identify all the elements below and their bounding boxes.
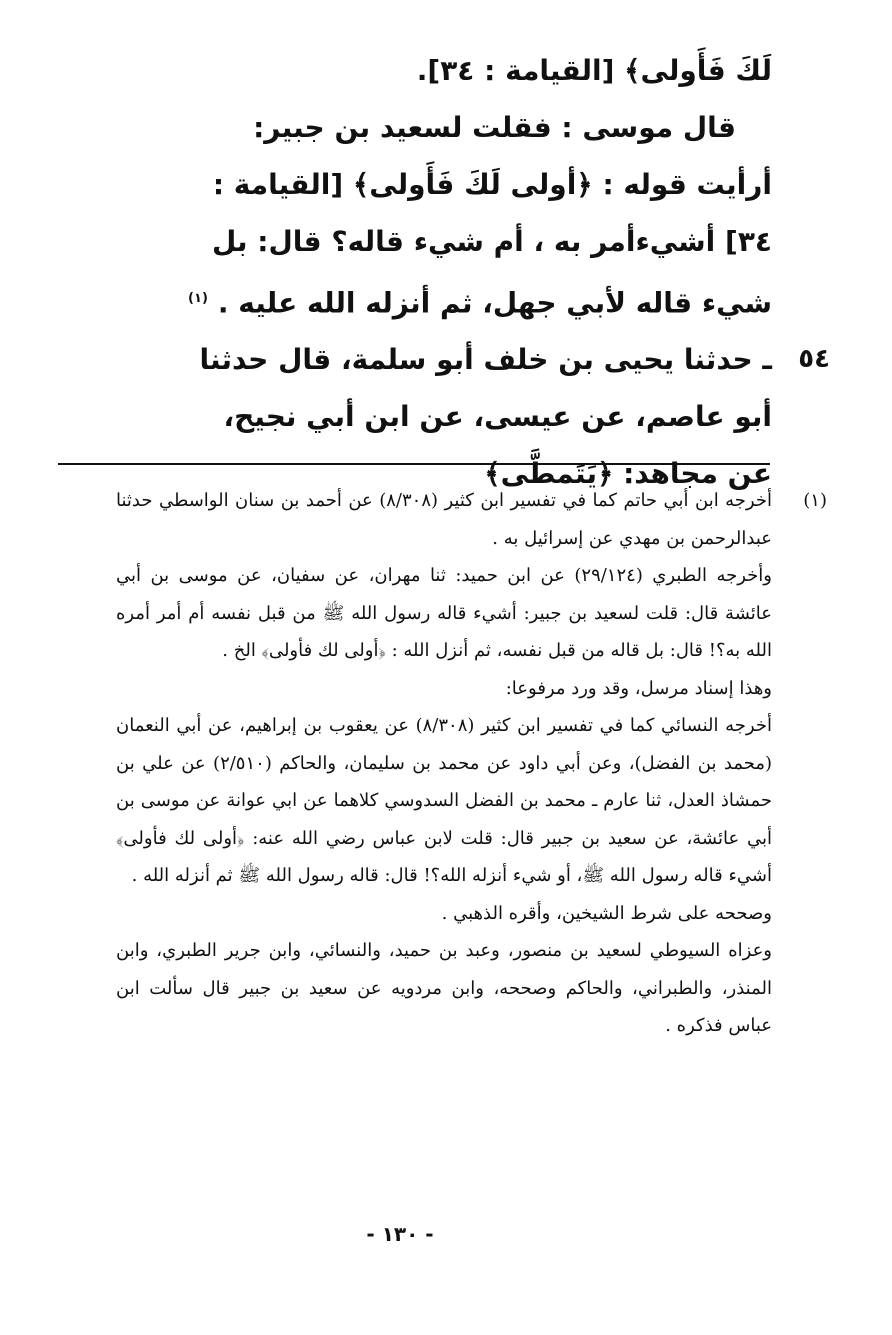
main-paragraph-hadith-54-text: ـ حدثنا يحيى بن خلف أبو سلمة، قال حدثنا أبو عاصم، عن عيسى، عن ابن أبي نجيح، عن مجاهد: ﴿يَتَمطَّى﴾ xyxy=(199,343,772,491)
footnote-number: (١) xyxy=(803,490,827,511)
footnote-line-text: وصححه على شرط الشيخين، وأقره الذهبي . xyxy=(441,902,772,924)
main-paragraph-musa-text: قال موسى : فقلت لسعيد بن جبير: أرأيت قوله : ﴿أولى لَكَ فَأَولى﴾ [القيامة : ٣٤] أشيءأمر به ، أم شيء قاله؟ قال: بل شيء قاله لأبي جهل، ثم أنزله الله عليه . xyxy=(212,111,772,320)
main-line-1 xyxy=(172,42,772,99)
footnote-reference: (١) xyxy=(188,291,208,306)
footnotes-block xyxy=(116,482,827,1045)
footnote-line xyxy=(116,557,772,670)
page-number: - ١٣٠ - xyxy=(366,1222,434,1246)
main-paragraph-hadith-54 xyxy=(172,331,830,502)
footnote-line-text: وعزاه السيوطي لسعيد بن منصور، وعبد بن حميد، والنسائي، وابن جرير الطبري، وابن المنذر، والطبراني، والحاكم وصححه، وابن مردويه عن سعيد بن جبير قال سألت ابن عباس فذكره . xyxy=(116,940,772,1036)
footnote-line-text: أخرجه النسائي كما في تفسير ابن كثير (٨/٣٠٨) عن يعقوب بن إبراهيم، عن أبي النعمان (محمد بن الفضل)، وعن أبي داود عن محمد بن سليمان، والحاكم (٢/٥١٠) عن علي بن حمشاذ العدل، ثنا عارم ـ محمد بن الفضل السدوسي كلاهما عن ابي عوانة عن موسى بن أبي عائشة، عن سعيد بن جبير قال: قلت لابن عباس رضي الله عنه: ﴿أولى لك فأولى﴾ أشيء قاله رسول الله ﷺ، أو شيء أنزله الله؟! قال: قاله رسول الله ﷺ ثم أنزله الله . xyxy=(116,715,773,886)
footnote-divider xyxy=(58,463,770,465)
hadith-number: ٥٤ xyxy=(798,344,830,375)
footnote-line xyxy=(116,670,772,708)
footnote-line xyxy=(116,707,772,895)
footnote-line xyxy=(116,932,772,1045)
footnote-line xyxy=(116,895,772,933)
main-line-1-text: لَكَ فَأَولى﴾ [القيامة : ٣٤]. xyxy=(416,54,772,87)
main-paragraph-musa xyxy=(172,99,772,331)
footnote-line-text: وأخرجه الطبري (٢٩/١٢٤) عن ابن حميد: ثنا مهران، عن سفيان، عن موسى بن أبي عائشة قال: قلت لسعيد بن جبير: أشيء قاله رسول الله ﷺ من قبل نفسه أم أمر أمره الله به؟! قال: بل قاله من قبل نفسه، ثم أنزل الله : ﴿أولى لك فأولى﴾ الخ . xyxy=(116,565,773,661)
footnote-line-text: أخرجه ابن أبي حاتم كما في تفسير ابن كثير (٨/٣٠٨) عن أحمد بن سنان الواسطي حدثنا عبدالرحمن بن مهدي عن إسرائيل به . xyxy=(116,490,772,549)
footnote-line xyxy=(116,482,827,557)
main-text-block xyxy=(172,42,830,502)
footnote-line-text: وهذا إسناد مرسل، وقد ورد مرفوعا: xyxy=(505,677,772,699)
